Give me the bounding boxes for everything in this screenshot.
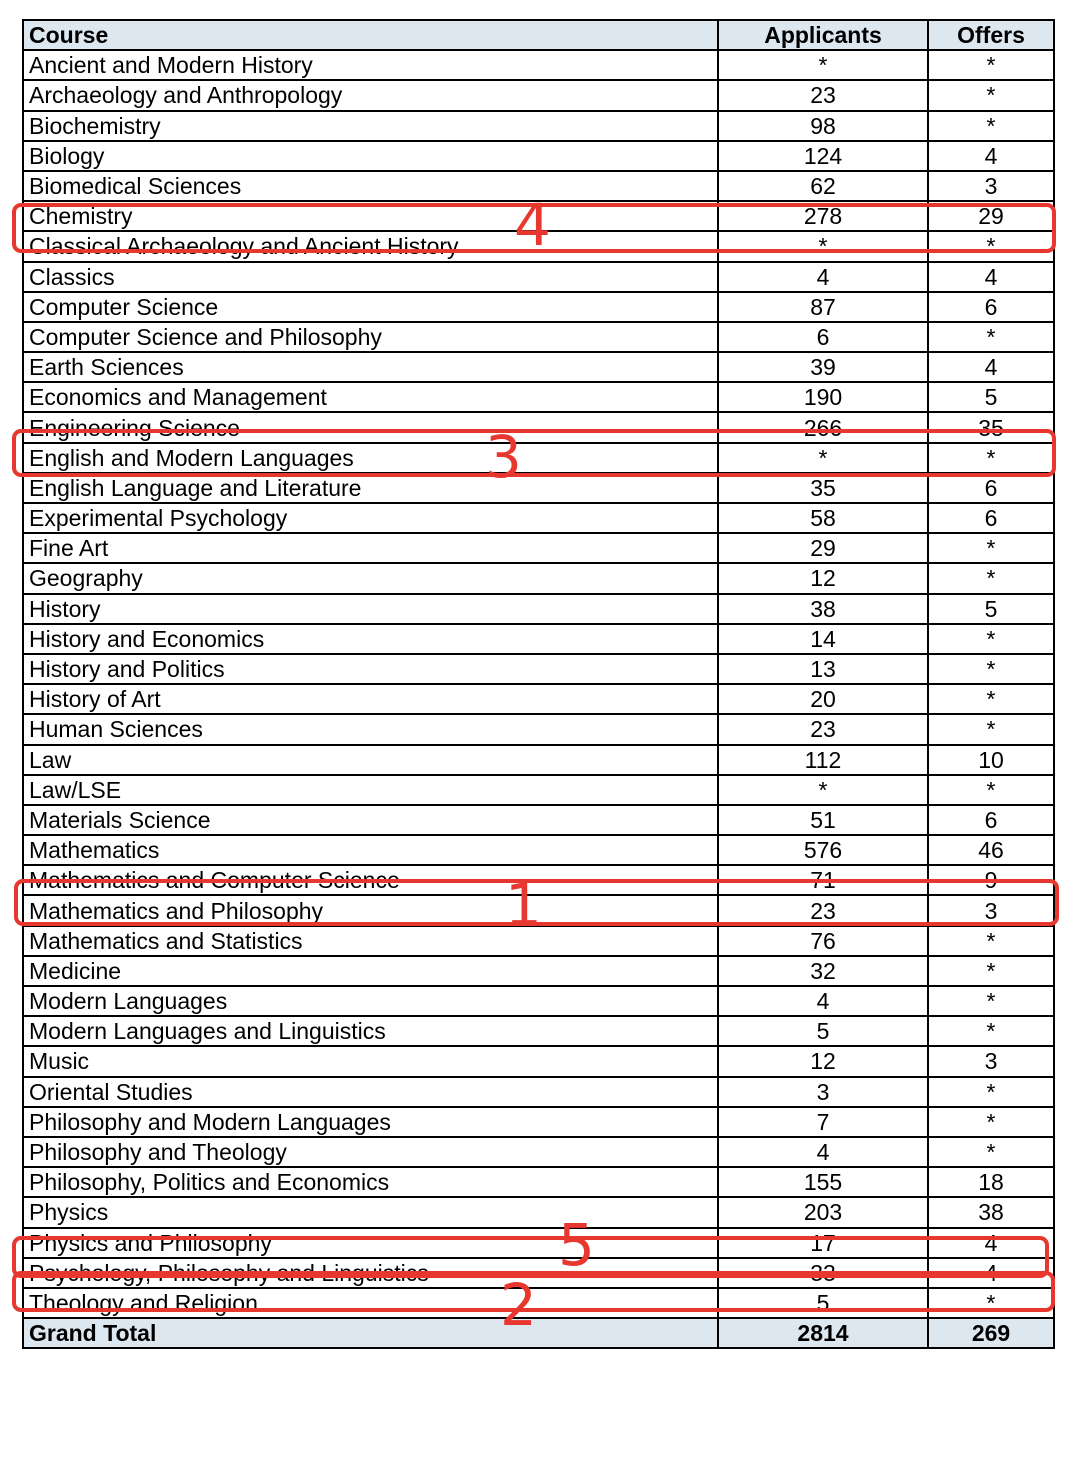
cell-course: Human Sciences <box>23 714 718 744</box>
cell-course: Mathematics and Philosophy <box>23 895 718 925</box>
table-row <box>23 201 1054 231</box>
cell-offers: * <box>928 50 1054 80</box>
table-row <box>23 956 1054 986</box>
table-row <box>23 1167 1054 1197</box>
cell-applicants: * <box>718 443 928 473</box>
cell-applicants: 576 <box>718 835 928 865</box>
table-row <box>23 352 1054 382</box>
cell-applicants: * <box>718 50 928 80</box>
table-row <box>23 594 1054 624</box>
cell-course: Philosophy, Politics and Economics <box>23 1167 718 1197</box>
cell-offers: 4 <box>928 141 1054 171</box>
cell-offers: * <box>928 533 1054 563</box>
cell-offers: * <box>928 926 1054 956</box>
header-applicants: Applicants <box>718 20 928 50</box>
cell-course: Physics and Philosophy <box>23 1228 718 1258</box>
table-row <box>23 503 1054 533</box>
cell-applicants: 112 <box>718 745 928 775</box>
cell-offers: 46 <box>928 835 1054 865</box>
cell-applicants: 5 <box>718 1016 928 1046</box>
cell-applicants: 12 <box>718 563 928 593</box>
table-row <box>23 473 1054 503</box>
table-row <box>23 262 1054 292</box>
cell-offers: * <box>928 624 1054 654</box>
cell-offers: * <box>928 443 1054 473</box>
cell-course: Chemistry <box>23 201 718 231</box>
cell-applicants: 4 <box>718 1137 928 1167</box>
cell-course: Mathematics and Computer Science <box>23 865 718 895</box>
cell-offers: * <box>928 1288 1054 1318</box>
table-row <box>23 624 1054 654</box>
cell-applicants: * <box>718 231 928 261</box>
cell-applicants: 12 <box>718 1046 928 1076</box>
cell-offers: 4 <box>928 262 1054 292</box>
cell-offers: 18 <box>928 1167 1054 1197</box>
table-row <box>23 292 1054 322</box>
cell-offers: * <box>928 775 1054 805</box>
table-row <box>23 835 1054 865</box>
cell-offers: * <box>928 563 1054 593</box>
rank-number: 2 <box>500 1271 537 1339</box>
grand-total-row <box>23 1318 1054 1348</box>
cell-course: Music <box>23 1046 718 1076</box>
cell-course: Law/LSE <box>23 775 718 805</box>
cell-offers: 4 <box>928 1258 1054 1288</box>
cell-applicants: 20 <box>718 684 928 714</box>
cell-applicants: 3 <box>718 1077 928 1107</box>
rank-number: 1 <box>505 871 542 939</box>
table-row <box>23 1197 1054 1227</box>
table-row <box>23 533 1054 563</box>
cell-offers: 6 <box>928 292 1054 322</box>
cell-offers: * <box>928 986 1054 1016</box>
cell-offers: 10 <box>928 745 1054 775</box>
header-course: Course <box>23 20 718 50</box>
cell-applicants: 71 <box>718 865 928 895</box>
cell-course: Engineering Science <box>23 412 718 442</box>
cell-applicants: 4 <box>718 986 928 1016</box>
cell-applicants: 266 <box>718 412 928 442</box>
total-applicants: 2814 <box>718 1318 928 1348</box>
table-row <box>23 141 1054 171</box>
cell-offers: * <box>928 956 1054 986</box>
cell-offers: 3 <box>928 171 1054 201</box>
cell-course: Medicine <box>23 956 718 986</box>
cell-offers: * <box>928 1077 1054 1107</box>
table-row <box>23 1107 1054 1137</box>
cell-course: Materials Science <box>23 805 718 835</box>
table-row <box>23 865 1054 895</box>
cell-course: Biomedical Sciences <box>23 171 718 201</box>
cell-offers: 6 <box>928 805 1054 835</box>
header-offers: Offers <box>928 20 1054 50</box>
table-row <box>23 1016 1054 1046</box>
cell-course: Mathematics <box>23 835 718 865</box>
cell-course: Ancient and Modern History <box>23 50 718 80</box>
table-row <box>23 654 1054 684</box>
rank-number: 3 <box>485 423 522 491</box>
cell-offers: 4 <box>928 1228 1054 1258</box>
table-row <box>23 1258 1054 1288</box>
table-row <box>23 805 1054 835</box>
cell-course: Economics and Management <box>23 382 718 412</box>
admissions-table <box>22 19 1055 1349</box>
table-row <box>23 322 1054 352</box>
table-row <box>23 986 1054 1016</box>
cell-applicants: 190 <box>718 382 928 412</box>
table-row <box>23 684 1054 714</box>
cell-applicants: 39 <box>718 352 928 382</box>
cell-course: Computer Science and Philosophy <box>23 322 718 352</box>
table-row <box>23 1288 1054 1318</box>
cell-offers: * <box>928 684 1054 714</box>
cell-course: Philosophy and Modern Languages <box>23 1107 718 1137</box>
cell-applicants: 35 <box>718 473 928 503</box>
cell-offers: * <box>928 714 1054 744</box>
table-row <box>23 1228 1054 1258</box>
cell-course: History and Economics <box>23 624 718 654</box>
table-row <box>23 443 1054 473</box>
cell-offers: * <box>928 80 1054 110</box>
cell-applicants: 38 <box>718 594 928 624</box>
cell-offers: * <box>928 1137 1054 1167</box>
cell-applicants: 203 <box>718 1197 928 1227</box>
cell-applicants: 51 <box>718 805 928 835</box>
cell-applicants: 7 <box>718 1107 928 1137</box>
cell-offers: * <box>928 1107 1054 1137</box>
cell-course: Experimental Psychology <box>23 503 718 533</box>
table-row <box>23 382 1054 412</box>
table-row <box>23 745 1054 775</box>
cell-course: Earth Sciences <box>23 352 718 382</box>
cell-course: Psychology, Philosophy and Linguistics <box>23 1258 718 1288</box>
cell-course: History of Art <box>23 684 718 714</box>
cell-applicants: 4 <box>718 262 928 292</box>
cell-course: History <box>23 594 718 624</box>
table-row <box>23 231 1054 261</box>
cell-applicants: 14 <box>718 624 928 654</box>
table-row <box>23 412 1054 442</box>
cell-offers: * <box>928 231 1054 261</box>
cell-applicants: 17 <box>718 1228 928 1258</box>
table-row <box>23 1137 1054 1167</box>
cell-applicants: 32 <box>718 956 928 986</box>
table-row <box>23 80 1054 110</box>
cell-applicants: 278 <box>718 201 928 231</box>
cell-applicants: 155 <box>718 1167 928 1197</box>
cell-offers: 5 <box>928 382 1054 412</box>
cell-applicants: 87 <box>718 292 928 322</box>
rank-number: 4 <box>514 191 551 259</box>
cell-applicants: 23 <box>718 895 928 925</box>
cell-course: Oriental Studies <box>23 1077 718 1107</box>
table-row <box>23 563 1054 593</box>
cell-applicants: 62 <box>718 171 928 201</box>
cell-applicants: 33 <box>718 1258 928 1288</box>
cell-applicants: * <box>718 775 928 805</box>
cell-offers: * <box>928 654 1054 684</box>
cell-course: Physics <box>23 1197 718 1227</box>
cell-course: Modern Languages <box>23 986 718 1016</box>
table-row <box>23 926 1054 956</box>
cell-applicants: 98 <box>718 111 928 141</box>
cell-offers: * <box>928 1016 1054 1046</box>
table-row <box>23 895 1054 925</box>
cell-offers: 6 <box>928 503 1054 533</box>
table-row <box>23 775 1054 805</box>
cell-offers: 3 <box>928 895 1054 925</box>
cell-applicants: 124 <box>718 141 928 171</box>
cell-applicants: 5 <box>718 1288 928 1318</box>
cell-offers: 29 <box>928 201 1054 231</box>
table-body <box>23 50 1054 1318</box>
cell-offers: 9 <box>928 865 1054 895</box>
cell-offers: 5 <box>928 594 1054 624</box>
cell-course: Modern Languages and Linguistics <box>23 1016 718 1046</box>
cell-course: Biochemistry <box>23 111 718 141</box>
cell-course: Law <box>23 745 718 775</box>
cell-course: Fine Art <box>23 533 718 563</box>
cell-course: English and Modern Languages <box>23 443 718 473</box>
cell-course: Biology <box>23 141 718 171</box>
table-row <box>23 50 1054 80</box>
cell-course: Archaeology and Anthropology <box>23 80 718 110</box>
table-row <box>23 714 1054 744</box>
cell-offers: * <box>928 322 1054 352</box>
cell-applicants: 23 <box>718 80 928 110</box>
cell-course: Computer Science <box>23 292 718 322</box>
cell-course: Classics <box>23 262 718 292</box>
cell-offers: * <box>928 111 1054 141</box>
cell-applicants: 58 <box>718 503 928 533</box>
table-header-row <box>23 20 1054 50</box>
table-row <box>23 1046 1054 1076</box>
cell-offers: 35 <box>928 412 1054 442</box>
total-offers: 269 <box>928 1318 1054 1348</box>
cell-course: History and Politics <box>23 654 718 684</box>
cell-applicants: 13 <box>718 654 928 684</box>
cell-course: English Language and Literature <box>23 473 718 503</box>
cell-course: Theology and Religion <box>23 1288 718 1318</box>
rank-number: 5 <box>558 1211 595 1279</box>
cell-applicants: 76 <box>718 926 928 956</box>
table-row <box>23 111 1054 141</box>
cell-course: Classical Archaeology and Ancient History <box>23 231 718 261</box>
cell-applicants: 6 <box>718 322 928 352</box>
cell-offers: 38 <box>928 1197 1054 1227</box>
cell-course: Mathematics and Statistics <box>23 926 718 956</box>
table-row <box>23 171 1054 201</box>
cell-applicants: 23 <box>718 714 928 744</box>
total-label: Grand Total <box>23 1318 718 1348</box>
cell-offers: 3 <box>928 1046 1054 1076</box>
cell-course: Philosophy and Theology <box>23 1137 718 1167</box>
cell-course: Geography <box>23 563 718 593</box>
cell-offers: 4 <box>928 352 1054 382</box>
cell-applicants: 29 <box>718 533 928 563</box>
table-row <box>23 1077 1054 1107</box>
cell-offers: 6 <box>928 473 1054 503</box>
